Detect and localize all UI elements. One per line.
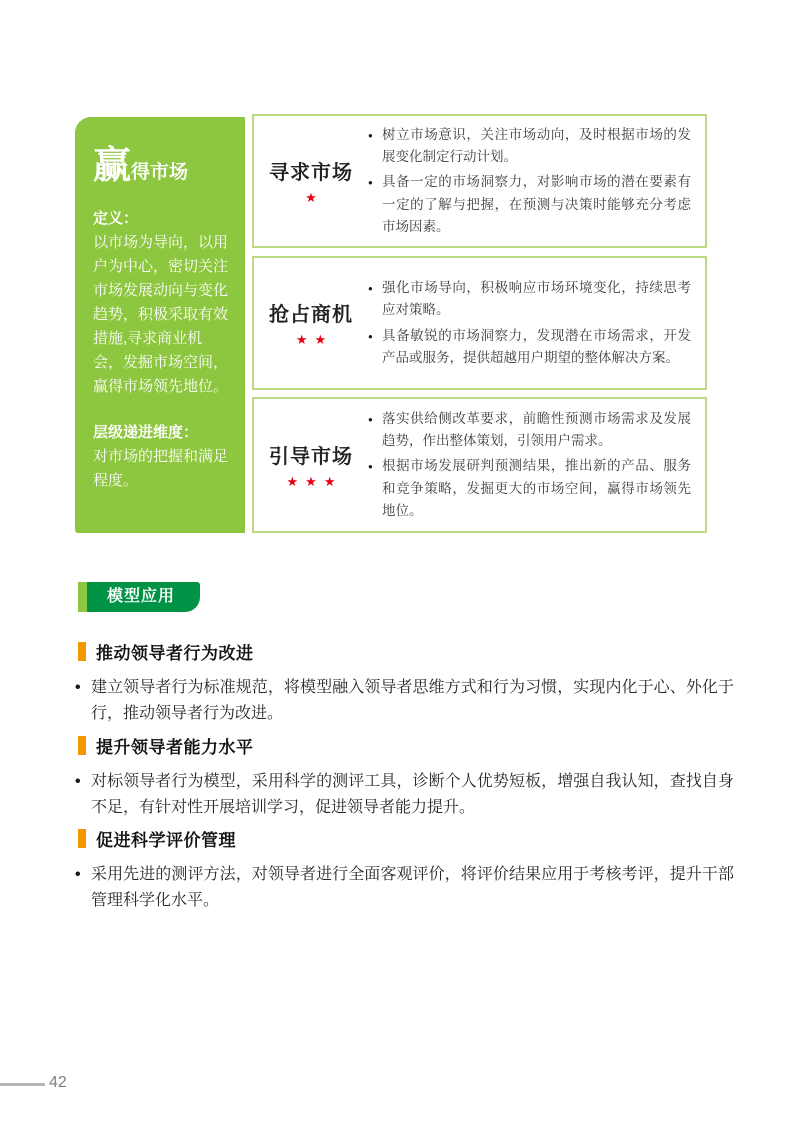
level-title: 引导市场 xyxy=(269,446,353,468)
orange-bar-icon xyxy=(78,829,86,848)
card-title-big-char: 赢 xyxy=(93,145,132,187)
application-section-capability xyxy=(74,733,734,822)
bullet-item: ● 落实供给侧改革要求，前瞻性预测市场需求及发展趋势，作出整体策划，引领用户需求。 xyxy=(368,408,691,452)
bullet-item: ● 根据市场发展研判预测结果，推出新的产品、服务和竞争策略，发掘更大的市场空间，赢得市场领先地位。 xyxy=(368,455,691,521)
section-bullet: • 对标领导者行为模型，采用科学的测评工具，诊断个人优势短板，增强自我认知，查找自身不足，有针对性开展培训学习，促进领导者能力提升。 xyxy=(74,769,734,822)
badge-label: 模型应用 xyxy=(87,582,200,612)
competency-definition-card xyxy=(75,117,245,533)
level-box-seek-market xyxy=(252,114,707,248)
section-bullet: • 建立领导者行为标准规范，将模型融入领导者思维方式和行为习惯，实现内化于心、外化于行，推动领导者行为改进。 xyxy=(74,675,734,728)
card-title xyxy=(93,147,230,185)
badge-accent-strip xyxy=(78,582,87,612)
page-number: 42 xyxy=(49,1074,67,1091)
orange-bar-icon xyxy=(78,642,86,661)
section-heading-row xyxy=(74,733,734,758)
level-title: 抢占商机 xyxy=(269,304,353,326)
bullet-item: ● 具备敏锐的市场洞察力，发现潜在市场需求，开发产品或服务，提供超越用户期望的整体解决方案。 xyxy=(368,325,691,369)
dimension-block xyxy=(93,421,230,493)
orange-bar-icon xyxy=(78,736,86,755)
level-header xyxy=(254,156,368,206)
level-title: 寻求市场 xyxy=(269,162,353,184)
model-application-badge xyxy=(78,582,200,612)
section-heading: 推动领导者行为改进 xyxy=(96,644,254,663)
level-box-lead-market xyxy=(252,397,707,533)
section-heading-row xyxy=(74,639,734,664)
level-bullet-list xyxy=(368,111,705,251)
level-bullet-list xyxy=(368,264,705,382)
application-section-evaluation xyxy=(74,826,734,915)
dimension-label: 层级递进维度： xyxy=(93,424,199,441)
section-heading: 提升领导者能力水平 xyxy=(96,738,254,757)
footer-divider xyxy=(0,1083,45,1086)
star-rating-icon: ★★ xyxy=(295,332,334,347)
section-heading-row xyxy=(74,826,734,851)
level-box-seize-opportunity xyxy=(252,256,707,390)
definition-text: 以市场为导向，以用户为中心，密切关注市场发展动向与变化趋势，积极采取有效措施,寻求商业机会，发掘市场空间，赢得市场领先地位。 xyxy=(93,234,229,395)
level-header xyxy=(254,440,368,490)
application-section-behavior xyxy=(74,639,734,728)
bullet-item: ● 强化市场导向，积极响应市场环境变化，持续思考应对策略。 xyxy=(368,277,691,321)
dimension-text: 对市场的把握和满足程度。 xyxy=(93,448,229,489)
star-rating-icon: ★★★ xyxy=(286,474,343,489)
bullet-item: ● 树立市场意识，关注市场动向，及时根据市场的发展变化制定行动计划。 xyxy=(368,124,691,168)
level-header xyxy=(254,298,368,348)
section-bullet: • 采用先进的测评方法，对领导者进行全面客观评价，将评价结果应用于考核考评，提升干部管理科学化水平。 xyxy=(74,862,734,915)
card-title-rest: 得市场 xyxy=(131,162,189,183)
definition-label: 定义： xyxy=(93,210,139,227)
section-heading: 促进科学评价管理 xyxy=(96,831,236,850)
bullet-item: ● 具备一定的市场洞察力，对影响市场的潜在要素有一定的了解与把握，在预测与决策时能够充分考虑市场因素。 xyxy=(368,171,691,237)
level-bullet-list xyxy=(368,395,705,535)
star-rating-icon: ★ xyxy=(305,190,324,205)
